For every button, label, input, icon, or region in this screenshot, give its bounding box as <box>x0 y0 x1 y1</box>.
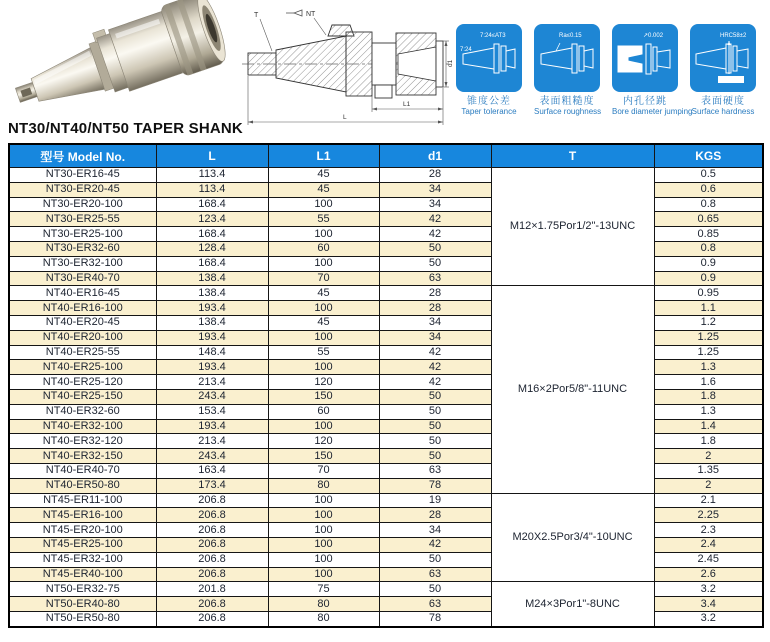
d1-cell: 34 <box>379 315 491 330</box>
svg-text:7:24≤AT3: 7:24≤AT3 <box>480 33 506 39</box>
d1-cell: 34 <box>379 182 491 197</box>
l-cell: 138.4 <box>156 315 268 330</box>
kgs-cell: 1.25 <box>654 345 763 360</box>
header-l1: L1 <box>268 144 379 168</box>
d1-cell: 63 <box>379 567 491 582</box>
d1-cell: 50 <box>379 552 491 567</box>
l1-cell: 55 <box>268 212 379 227</box>
d1-cell: 34 <box>379 523 491 538</box>
kgs-cell: 1.1 <box>654 301 763 316</box>
label-l: L <box>343 114 347 121</box>
model-cell: NT40-ER16-45 <box>9 286 156 301</box>
l1-cell: 60 <box>268 404 379 419</box>
l1-cell: 120 <box>268 434 379 449</box>
l-cell: 113.4 <box>156 168 268 183</box>
kgs-cell: 0.5 <box>654 168 763 183</box>
l-cell: 206.8 <box>156 567 268 582</box>
l-cell: 206.8 <box>156 552 268 567</box>
svg-text:Ra≤0.15: Ra≤0.15 <box>559 33 582 39</box>
model-cell: NT30-ER32-100 <box>9 256 156 271</box>
kgs-cell: 1.6 <box>654 375 763 390</box>
l-cell: 213.4 <box>156 434 268 449</box>
model-cell: NT40-ER32-120 <box>9 434 156 449</box>
d1-cell: 34 <box>379 330 491 345</box>
thread-spec-cell: M24×3Por1"-8UNC <box>491 582 654 627</box>
model-cell: NT40-ER25-55 <box>9 345 156 360</box>
model-cell: NT40-ER16-100 <box>9 301 156 316</box>
header-kgs: KGS <box>654 144 763 168</box>
model-cell: NT45-ER11-100 <box>9 493 156 508</box>
d1-cell: 42 <box>379 227 491 242</box>
label-d1: d1 <box>447 59 454 67</box>
d1-cell: 50 <box>379 449 491 464</box>
l-cell: 128.4 <box>156 241 268 256</box>
model-cell: NT45-ER32-100 <box>9 552 156 567</box>
model-cell: NT50-ER32-75 <box>9 582 156 597</box>
l1-cell: 60 <box>268 241 379 256</box>
l1-cell: 100 <box>268 301 379 316</box>
l-cell: 243.4 <box>156 389 268 404</box>
tile-caption-en: Bore diameter jumping <box>612 107 693 116</box>
l1-cell: 80 <box>268 597 379 612</box>
l1-cell: 100 <box>268 508 379 523</box>
d1-cell: 34 <box>379 197 491 212</box>
l-cell: 201.8 <box>156 582 268 597</box>
d1-cell: 50 <box>379 241 491 256</box>
label-nt: NT <box>306 11 316 18</box>
kgs-cell: 0.8 <box>654 241 763 256</box>
kgs-cell: 1.8 <box>654 389 763 404</box>
l-cell: 168.4 <box>156 197 268 212</box>
kgs-cell: 0.85 <box>654 227 763 242</box>
d1-cell: 42 <box>379 212 491 227</box>
kgs-cell: 2.25 <box>654 508 763 523</box>
model-cell: NT40-ER25-120 <box>9 375 156 390</box>
d1-cell: 50 <box>379 582 491 597</box>
l1-cell: 120 <box>268 375 379 390</box>
table-row <box>9 168 763 183</box>
l1-cell: 45 <box>268 182 379 197</box>
thread-spec-cell: M12×1.75Por1/2"-13UNC <box>491 168 654 286</box>
kgs-cell: 3.4 <box>654 597 763 612</box>
svg-text:HRC58±2: HRC58±2 <box>720 33 747 39</box>
kgs-cell: 2.1 <box>654 493 763 508</box>
l-cell: 138.4 <box>156 286 268 301</box>
d1-cell: 42 <box>379 375 491 390</box>
label-l1: L1 <box>403 101 411 108</box>
kgs-cell: 0.65 <box>654 212 763 227</box>
kgs-cell: 2 <box>654 478 763 493</box>
taper-tolerance-icon <box>456 24 522 92</box>
model-cell: NT30-ER32-60 <box>9 241 156 256</box>
kgs-cell: 1.8 <box>654 434 763 449</box>
cross-section-drawing <box>238 2 454 130</box>
model-cell: NT30-ER40-70 <box>9 271 156 286</box>
l-cell: 193.4 <box>156 301 268 316</box>
l1-cell: 100 <box>268 537 379 552</box>
page-title: NT30/NT40/NT50 TAPER SHANK <box>8 120 243 137</box>
l-cell: 213.4 <box>156 375 268 390</box>
model-cell: NT30-ER20-100 <box>9 197 156 212</box>
l-cell: 153.4 <box>156 404 268 419</box>
d1-cell: 63 <box>379 597 491 612</box>
d1-cell: 19 <box>379 493 491 508</box>
kgs-cell: 1.4 <box>654 419 763 434</box>
table-header-row <box>9 144 763 168</box>
l-cell: 206.8 <box>156 493 268 508</box>
d1-cell: 28 <box>379 508 491 523</box>
l1-cell: 150 <box>268 449 379 464</box>
model-cell: NT45-ER25-100 <box>9 537 156 552</box>
l-cell: 138.4 <box>156 271 268 286</box>
kgs-cell: 0.6 <box>654 182 763 197</box>
kgs-cell: 1.25 <box>654 330 763 345</box>
d1-cell: 28 <box>379 168 491 183</box>
kgs-cell: 0.8 <box>654 197 763 212</box>
tile-caption-en: Taper tolerance <box>461 107 517 116</box>
surface-roughness-icon <box>534 24 600 92</box>
header-d1: d1 <box>379 144 491 168</box>
d1-cell: 42 <box>379 537 491 552</box>
kgs-cell: 1.35 <box>654 463 763 478</box>
thread-spec-cell: M16×2Por5/8"-11UNC <box>491 286 654 493</box>
bore-diameter-jumping-icon <box>612 24 678 92</box>
kgs-cell: 1.2 <box>654 315 763 330</box>
model-cell: NT45-ER20-100 <box>9 523 156 538</box>
header-l: L <box>156 144 268 168</box>
l-cell: 168.4 <box>156 256 268 271</box>
l-cell: 206.8 <box>156 508 268 523</box>
l-cell: 193.4 <box>156 330 268 345</box>
l1-cell: 100 <box>268 523 379 538</box>
model-cell: NT40-ER20-100 <box>9 330 156 345</box>
l1-cell: 100 <box>268 493 379 508</box>
kgs-cell: 2.45 <box>654 552 763 567</box>
l-cell: 243.4 <box>156 449 268 464</box>
model-cell: NT40-ER32-60 <box>9 404 156 419</box>
l-cell: 193.4 <box>156 360 268 375</box>
kgs-cell: 2.3 <box>654 523 763 538</box>
header-t: T <box>491 144 654 168</box>
label-t: T <box>254 12 259 19</box>
d1-cell: 63 <box>379 463 491 478</box>
model-cell: NT40-ER50-80 <box>9 478 156 493</box>
l1-cell: 55 <box>268 345 379 360</box>
l1-cell: 100 <box>268 567 379 582</box>
l1-cell: 150 <box>268 389 379 404</box>
model-cell: NT30-ER20-45 <box>9 182 156 197</box>
header-model: 型号 Model No. <box>9 144 156 168</box>
tile-caption-cn: 表面粗糙度 <box>539 96 595 107</box>
l-cell: 206.8 <box>156 611 268 626</box>
model-cell: NT50-ER50-80 <box>9 611 156 626</box>
d1-cell: 78 <box>379 611 491 626</box>
l-cell: 148.4 <box>156 345 268 360</box>
l1-cell: 100 <box>268 227 379 242</box>
model-cell: NT40-ER25-100 <box>9 360 156 375</box>
table-row <box>9 493 763 508</box>
tile-taper-tolerance <box>456 24 522 117</box>
d1-cell: 42 <box>379 345 491 360</box>
spec-tiles <box>456 24 756 117</box>
spec-table <box>8 143 764 628</box>
l1-cell: 45 <box>268 315 379 330</box>
tile-caption-cn: 内孔径跳 <box>623 96 667 107</box>
spec-table-body <box>9 168 763 627</box>
kgs-cell: 1.3 <box>654 360 763 375</box>
d1-cell: 50 <box>379 389 491 404</box>
thread-spec-cell: M20X2.5Por3/4"-10UNC <box>491 493 654 582</box>
table-row <box>9 582 763 597</box>
model-cell: NT30-ER25-100 <box>9 227 156 242</box>
l1-cell: 100 <box>268 330 379 345</box>
d1-cell: 63 <box>379 271 491 286</box>
d1-cell: 50 <box>379 434 491 449</box>
kgs-cell: 0.9 <box>654 256 763 271</box>
model-cell: NT30-ER25-55 <box>9 212 156 227</box>
kgs-cell: 2.6 <box>654 567 763 582</box>
l-cell: 123.4 <box>156 212 268 227</box>
l1-cell: 100 <box>268 360 379 375</box>
kgs-cell: 3.2 <box>654 611 763 626</box>
l-cell: 206.8 <box>156 537 268 552</box>
kgs-cell: 0.95 <box>654 286 763 301</box>
kgs-cell: 1.3 <box>654 404 763 419</box>
l1-cell: 70 <box>268 271 379 286</box>
tile-bore-diameter-jumping <box>612 24 693 117</box>
d1-cell: 28 <box>379 301 491 316</box>
kgs-cell: 0.9 <box>654 271 763 286</box>
l1-cell: 75 <box>268 582 379 597</box>
l-cell: 206.8 <box>156 523 268 538</box>
model-cell: NT50-ER40-80 <box>9 597 156 612</box>
tile-caption-cn: 锥度公差 <box>467 96 511 107</box>
l1-cell: 100 <box>268 256 379 271</box>
model-cell: NT40-ER32-150 <box>9 449 156 464</box>
model-cell: NT30-ER16-45 <box>9 168 156 183</box>
l-cell: 163.4 <box>156 463 268 478</box>
kgs-cell: 2 <box>654 449 763 464</box>
l-cell: 168.4 <box>156 227 268 242</box>
d1-cell: 50 <box>379 256 491 271</box>
d1-cell: 50 <box>379 404 491 419</box>
kgs-cell: 2.4 <box>654 537 763 552</box>
l1-cell: 70 <box>268 463 379 478</box>
l1-cell: 100 <box>268 197 379 212</box>
d1-cell: 28 <box>379 286 491 301</box>
kgs-cell: 3.2 <box>654 582 763 597</box>
l1-cell: 80 <box>268 478 379 493</box>
tile-caption-en: Surface hardness <box>691 107 755 116</box>
model-cell: NT40-ER20-45 <box>9 315 156 330</box>
tile-surface-roughness <box>534 24 600 117</box>
tile-caption-en: Surface roughness <box>534 107 602 116</box>
l-cell: 193.4 <box>156 419 268 434</box>
l1-cell: 80 <box>268 611 379 626</box>
l1-cell: 45 <box>268 286 379 301</box>
svg-text:7:24: 7:24 <box>460 47 472 53</box>
model-cell: NT40-ER32-100 <box>9 419 156 434</box>
technical-drawing <box>238 2 454 130</box>
collet-chuck-photo-illustration <box>6 0 238 120</box>
model-cell: NT45-ER16-100 <box>9 508 156 523</box>
l-cell: 113.4 <box>156 182 268 197</box>
d1-cell: 78 <box>379 478 491 493</box>
d1-cell: 42 <box>379 360 491 375</box>
product-photo <box>6 0 238 120</box>
l1-cell: 100 <box>268 419 379 434</box>
model-cell: NT45-ER40-100 <box>9 567 156 582</box>
surface-hardness-icon <box>690 24 756 92</box>
model-cell: NT40-ER25-150 <box>9 389 156 404</box>
l1-cell: 45 <box>268 168 379 183</box>
l-cell: 206.8 <box>156 597 268 612</box>
l-cell: 173.4 <box>156 478 268 493</box>
tile-surface-hardness <box>690 24 756 117</box>
table-row <box>9 286 763 301</box>
d1-cell: 50 <box>379 419 491 434</box>
model-cell: NT40-ER40-70 <box>9 463 156 478</box>
tile-caption-cn: 表面硬度 <box>701 96 745 107</box>
l1-cell: 100 <box>268 552 379 567</box>
svg-text:↗0.002: ↗0.002 <box>643 33 664 39</box>
